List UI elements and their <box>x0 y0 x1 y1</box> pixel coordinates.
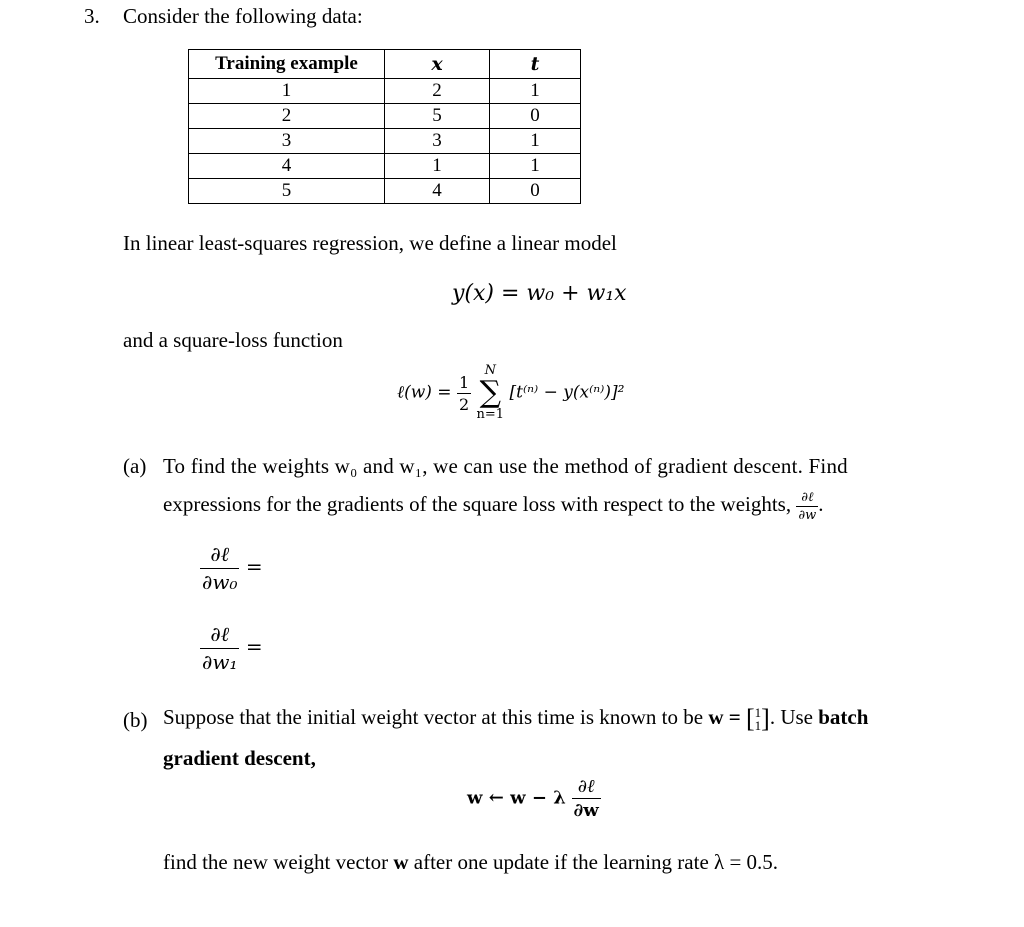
sigma-icon: ∑ <box>479 375 502 410</box>
table-cell: 4 <box>189 154 385 179</box>
left-bracket-icon: [ <box>745 704 755 733</box>
update-rule <box>467 776 601 821</box>
gradient-w0-num: ∂ℓ <box>200 542 239 569</box>
gradient-w0-equals: = <box>245 554 263 579</box>
part-b-line1-text: Suppose that the initial weight vector at this time is known to be <box>163 704 704 729</box>
loss-half-num: 1 <box>458 372 470 392</box>
final-suffix: after one update if the learning rate λ = 0.5. <box>413 850 779 874</box>
model-intro: In linear least-squares regression, we define a linear model <box>123 231 617 255</box>
w-init-lhs: w = <box>708 704 741 729</box>
table-cell: 0 <box>490 179 581 204</box>
gradient-w-num: ∂ℓ <box>796 489 818 507</box>
part-a-line1: To find the weights w₀ and w₁, we can use the method of gradient descent. Find <box>163 454 848 478</box>
table-cell: 5 <box>189 179 385 204</box>
gradient-w1-fraction <box>200 622 239 674</box>
table-cell: 4 <box>385 179 490 204</box>
table-cell: 1 <box>490 154 581 179</box>
gradient-w1 <box>200 622 263 674</box>
table-row <box>189 79 581 104</box>
table-cell: 1 <box>385 154 490 179</box>
question-number: 3. <box>84 4 100 28</box>
part-b-label: (b) <box>123 708 148 732</box>
part-b-line1: Suppose that the initial weight vector at this time is known to be w = [ 1 1 ]. Use batch <box>163 704 869 733</box>
sum-lower: n=1 <box>476 407 505 422</box>
sum-upper: N <box>484 363 496 378</box>
table-cell: 3 <box>189 129 385 154</box>
loss-intro: and a square-loss function <box>123 328 343 352</box>
gradient-w-fraction <box>796 489 818 523</box>
header-x: x <box>385 50 490 79</box>
loss-body: [t⁽ⁿ⁾ − y(x⁽ⁿ⁾)]² <box>509 382 625 403</box>
update-den: ∂w <box>573 800 599 821</box>
training-data-table <box>188 49 581 204</box>
part-b-use: Use <box>780 704 813 729</box>
final-instruction <box>163 850 778 875</box>
gradient-w0-fraction <box>200 542 239 594</box>
right-bracket-icon: ] <box>761 704 770 733</box>
table-cell: 2 <box>189 104 385 129</box>
loss-equation <box>397 364 624 422</box>
loss-half-den: 2 <box>458 394 470 414</box>
part-b-line2: gradient descent, <box>163 746 316 770</box>
header-t: t <box>490 50 581 79</box>
update-lhs: w ← w − λ <box>467 787 566 809</box>
final-w: w <box>393 850 409 874</box>
table-cell: 1 <box>490 79 581 104</box>
table-header-row <box>189 50 581 79</box>
gradient-w1-equals: = <box>245 634 263 659</box>
gradient-w1-den: ∂w₁ <box>202 650 238 674</box>
model-equation: y(x) = w₀ + w₁x <box>452 281 627 306</box>
table-row <box>189 179 581 204</box>
gradient-w0 <box>200 542 263 594</box>
question-intro: Consider the following data: <box>123 4 363 28</box>
part-a-line2: expressions for the gradients of the square loss with respect to the weights, $\frac{\text{∂ℓ}}{\partial w}$ . <box>163 490 824 523</box>
table-cell: 3 <box>385 129 490 154</box>
header-training-example: Training example <box>189 50 385 79</box>
part-a-label: (a) <box>123 454 147 478</box>
final-prefix: find the new weight vector <box>163 850 389 874</box>
table-row <box>189 154 581 179</box>
table-cell: 2 <box>385 79 490 104</box>
loss-lhs: ℓ(w) = <box>397 382 452 403</box>
gradient-w1-num: ∂ℓ <box>200 622 239 649</box>
part-a-line2-text: expressions for the gradients of the square loss with respect to the weights, <box>163 491 792 516</box>
update-fraction <box>572 776 601 821</box>
table-row <box>189 129 581 154</box>
loss-half-fraction <box>457 373 471 414</box>
gradient-w0-den: ∂w₀ <box>202 570 238 594</box>
gradient-w-den: ∂w <box>798 508 817 523</box>
table-cell: 1 <box>490 129 581 154</box>
part-b-batch: batch <box>818 704 869 729</box>
table-cell: 5 <box>385 104 490 129</box>
table-cell: 0 <box>490 104 581 129</box>
w-init-top: 1 <box>754 705 762 720</box>
table-cell: 1 <box>189 79 385 104</box>
table-row <box>189 104 581 129</box>
summation <box>477 364 505 422</box>
w-init-bottom: 1 <box>754 718 762 733</box>
update-num: ∂ℓ <box>572 776 601 799</box>
